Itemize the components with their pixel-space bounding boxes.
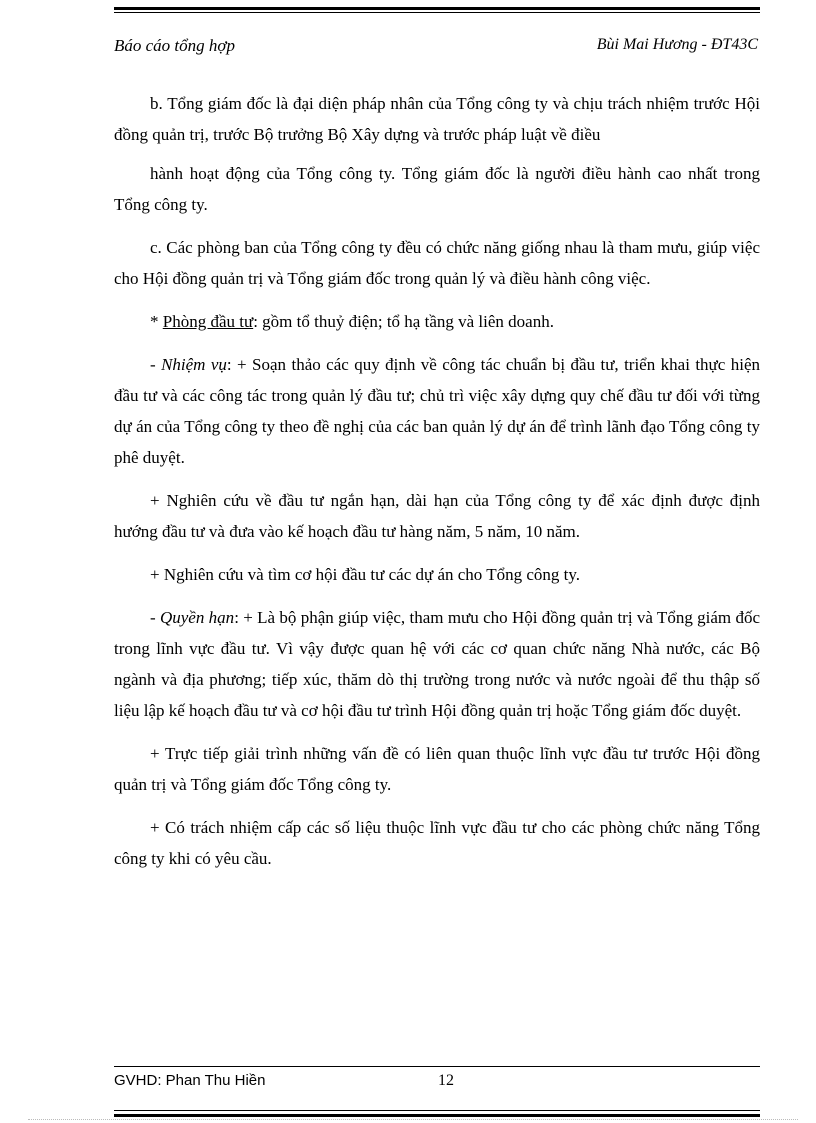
nhiem-vu-text: : + Soạn thảo các quy định về công tác chuẩn bị đầu tư, triển khai thực hiện đầu tư và các công tác trong quản lý đầu tư; chủ trì việc xây dựng quy chế đầu tư đối với từng dự án của Tổng công ty theo đề nghị của các ban quản lý dự án để trình lãnh đạo Tổng công ty phê duyệt.	[114, 355, 760, 467]
paragraph-b-continued-text: hành hoạt động của Tổng công ty. Tổng giám đốc là người điều hành cao nhất trong Tổng công ty.	[114, 164, 760, 214]
header-author: Bùi Mai Hương - ĐT43C	[596, 36, 758, 53]
footer-rule-mid	[114, 1110, 760, 1111]
paragraph-nghien-cuu-2: + Nghiên cứu và tìm cơ hội đầu tư các dự án cho Tổng công ty.	[150, 565, 581, 584]
dash: -	[150, 355, 162, 374]
label-quyen-han: Quyền hạn	[159, 608, 235, 627]
header-rule-top	[114, 7, 760, 10]
page-number: 12	[438, 1072, 454, 1089]
paragraph-trach-nhiem: + Có trách nhiệm cấp các số liệu thuộc lĩnh vực đầu tư cho các phòng chức năng Tổng công ty khi có yêu cầu.	[114, 818, 760, 868]
bullet-star: *	[150, 312, 163, 331]
paragraph-quyen-han	[114, 602, 760, 726]
footer-rule-bottom	[114, 1114, 760, 1117]
dash: -	[150, 608, 160, 627]
header-title: Báo cáo tổng hợp	[114, 36, 235, 55]
paragraph-b-text: b. Tổng giám đốc là đại diện pháp nhân của Tổng công ty và chịu trách nhiệm trước Hội đồng quản trị, trước Bộ trưởng Bộ Xây dựng và trước pháp luật về điều	[114, 94, 760, 144]
paragraph-b	[114, 88, 760, 150]
paragraph-b-continued	[114, 158, 760, 220]
paragraph-phong-dau-tu	[114, 306, 760, 337]
section-title-phong-dau-tu: Phòng đầu tư	[162, 312, 254, 331]
paragraph-c: c. Các phòng ban của Tổng công ty đều có chức năng giống nhau là tham mưu, giúp việc cho Hội đồng quản trị và Tổng giám đốc trong quản lý và điều hành công việc.	[114, 238, 760, 288]
header-rule-bottom	[114, 12, 760, 13]
footer-advisor: GVHD: Phan Thu Hiền	[114, 1072, 266, 1089]
paragraph-nghien-cuu-1: + Nghiên cứu về đầu tư ngắn hạn, dài hạn của Tổng công ty để xác định được định hướng đầu tư và đưa vào kế hoạch đầu tư hàng năm, 5 năm, 10 năm.	[114, 491, 760, 541]
label-nhiem-vu: Nhiệm vụ	[161, 355, 227, 374]
quyen-han-text: : + Là bộ phận giúp việc, tham mưu cho Hội đồng quản trị và Tổng giám đốc trong lĩnh vực đầu tư. Vì vậy được quan hệ với các cơ quan chức năng Nhà nước, các Bộ ngành và địa phương; tiếp xúc, thăm dò thị trường trong nước và nước ngoài để thu thập số liệu lập kế hoạch đầu tư và cơ hội đầu tư trình Hội đồng quản trị hoặc Tổng giám đốc duyệt.	[114, 608, 760, 720]
paragraph-truc-tiep: + Trực tiếp giải trình những vấn đề có liên quan thuộc lĩnh vực đầu tư trước Hội đồng quản trị và Tổng giám đốc Tổng công ty.	[114, 744, 760, 794]
paragraph-nhiem-vu	[114, 349, 760, 473]
footer-rule-top	[114, 1066, 760, 1067]
page-edge-dots	[28, 1119, 798, 1120]
section-desc: : gồm tổ thuỷ điện; tổ hạ tầng và liên doanh.	[253, 312, 554, 331]
document-body	[114, 88, 760, 886]
